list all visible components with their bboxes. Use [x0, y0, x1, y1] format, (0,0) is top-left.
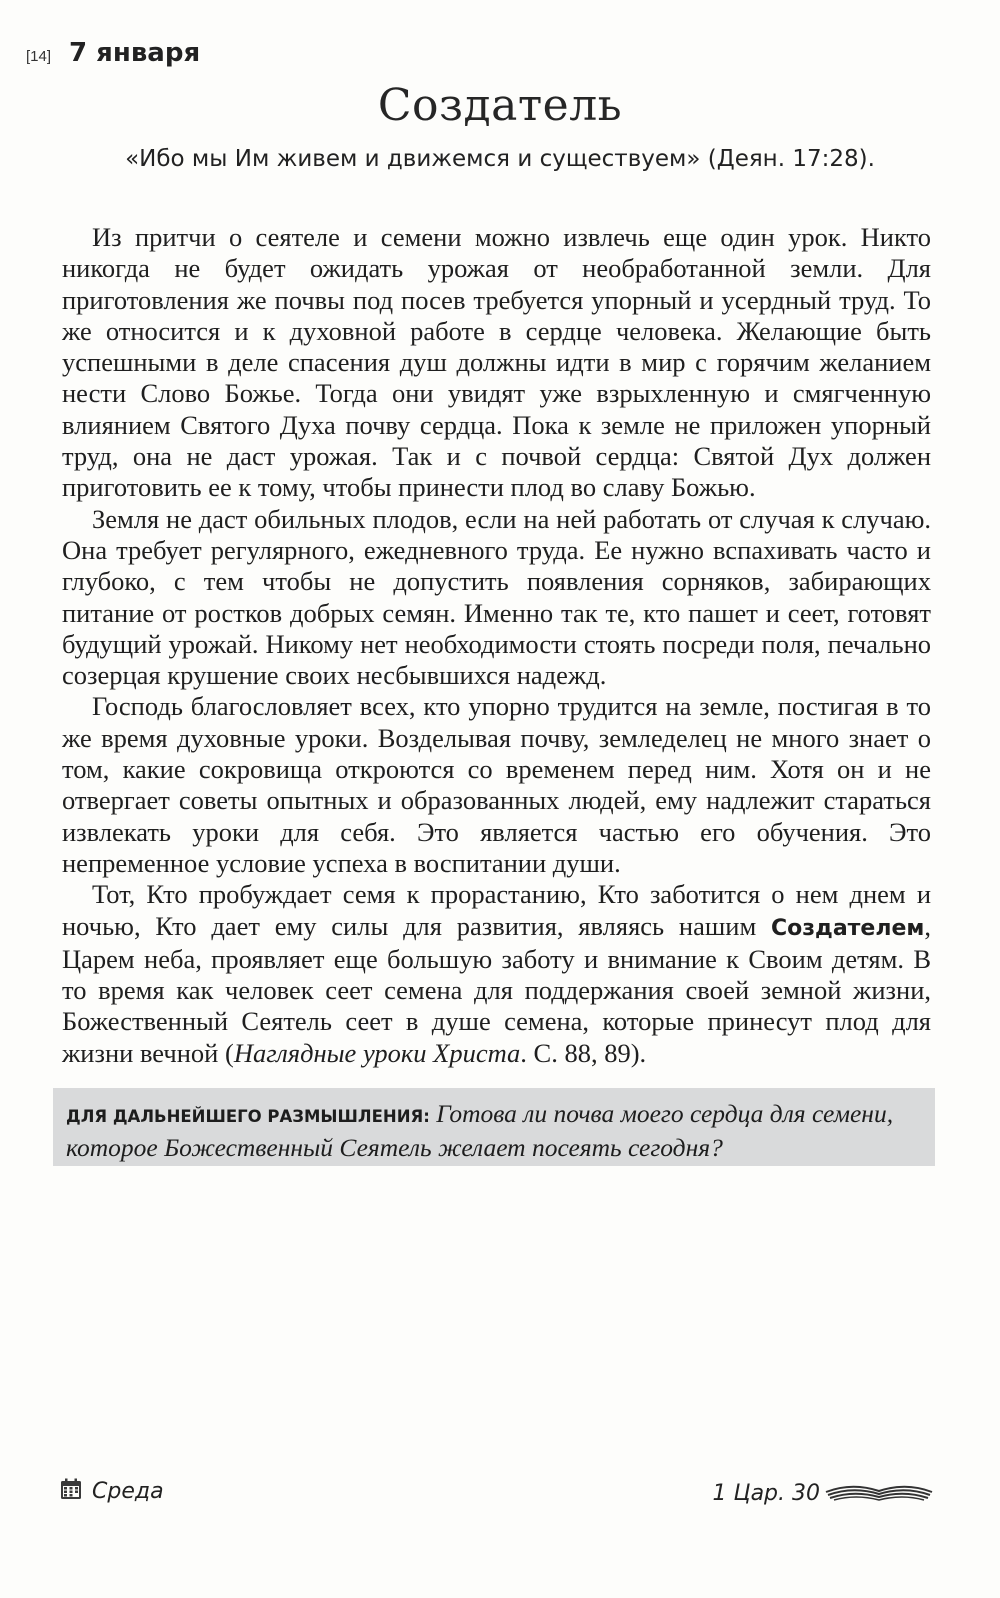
paragraph: Из притчи о сеятеле и семени можно извлечь еще один урок. Никто никогда не будет ожидать урожая от необработанной земли. Для приготовления же почвы под посев требуется упорный и усердный труд. То же относится и к духовной работе в сердце человека. Желающие быть успешными в деле спасения душ должны идти в мир с горячим желанием нести Слово Божье. Тогда они увидят уже взрыхленную и смягченную влиянием Святого Духа почву сердца. Пока к земле не приложен упорный труд, она не даст урожая. Так и с почвой сердца: Святой Дух должен приготовить ее к тому, чтобы принести плод во славу Божью. [62, 222, 931, 503]
page-number: [14] [26, 48, 52, 65]
calendar-icon [60, 1478, 82, 1505]
emphasis-term: Создателем [771, 915, 925, 941]
paragraph [62, 879, 931, 1069]
paragraph-text: , Царем неба, проявляет еще большую заботу и внимание к Своим детям. В то время как человек сеет семена для поддержания своей земной жизни, Божественный Сеятель сеет в душе семена, которые принесут плод для жизни вечной ( [62, 910, 931, 1068]
citation-pages: . С. 88, 89). [520, 1037, 647, 1068]
paragraph: Господь благословляет всех, кто упорно трудится на земле, постигая в то же время духовные уроки. Возделывая почву, земледелец не много знает о том, какие сокровища откроются со временем перед ним. Хотя он и не отвергает советы опытных и образованных людей, ему надлежит стараться извлекать уроки для себя. Это является частью его обучения. Это непременное условие успеха в воспитании души. [62, 691, 931, 878]
citation-title: Наглядные уроки Христа [233, 1037, 521, 1068]
paragraph: Земля не даст обильных плодов, если на ней работать от случая к случаю. Она требует регулярного, ежедневного труда. Ее нужно вспахивать часто и глубоко, с тем чтобы не допустить появления сорняков, забирающих питание от ростков добрых семян. Именно так те, кто пашет и сеет, готовят будущий урожай. Никому нет необходимости стоять посреди поля, печально созерцая крушение своих несбывшихся надежд. [62, 503, 931, 691]
open-book-icon [824, 1478, 934, 1509]
reflection-question: Готова ли почва моего сердца для семени, которое Божественный Сеятель желает посеять сегодня? [66, 1099, 894, 1162]
article-body [62, 222, 931, 1069]
day-of-week: Среда [92, 1479, 164, 1504]
daily-reading: 1 Цар. 30 [712, 1481, 820, 1506]
paragraph-text: Тот, Кто пробуждает семя к прорастанию, Кто заботится о нем днем и ночью, Кто дает ему силы для развития, являясь нашим [62, 879, 931, 941]
date-heading: 7 января [69, 38, 201, 68]
bible-verse: «Ибо мы Им живем и движемся и существуем» (Деян. 17:28). [125, 146, 875, 172]
page-header [26, 38, 200, 78]
reflection-box [53, 1088, 935, 1166]
footer-reading [713, 1478, 935, 1509]
page-title: Создатель [377, 80, 623, 131]
reflection-label: ДЛЯ ДАЛЬНЕЙШЕГО РАЗМЫШЛЕНИЯ: [66, 1107, 430, 1126]
footer-day [60, 1478, 164, 1505]
